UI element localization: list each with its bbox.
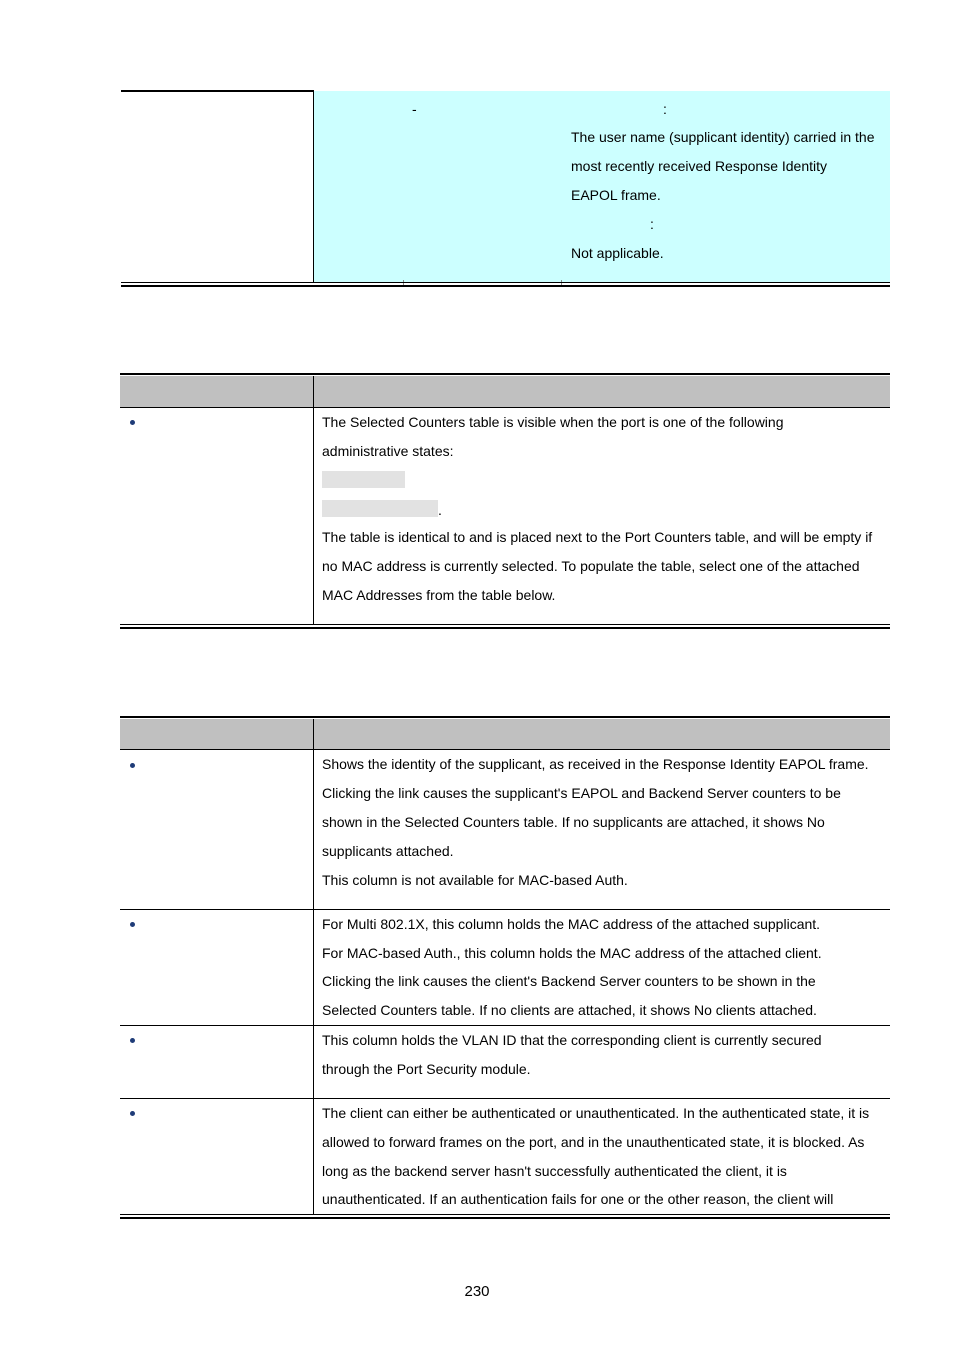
text-line: most recently received Response Identity	[571, 158, 828, 174]
colon-text: :	[650, 216, 654, 232]
text-line: long as the backend server hasn't successfully authenticated the client, it is	[322, 1163, 787, 1179]
column-divider	[313, 719, 314, 1215]
bottom-rule	[120, 1214, 890, 1215]
text-line: unauthenticated. If an authentication fails for one or the other reason, the client will	[322, 1191, 834, 1207]
column-divider	[313, 376, 314, 625]
text-line: For Multi 802.1X, this column holds the MAC address of the attached supplicant.	[322, 916, 821, 932]
bullet-icon	[130, 1111, 135, 1116]
text-line: supplicants attached.	[322, 843, 454, 859]
bottom-rule	[120, 1217, 890, 1219]
table-header-row	[120, 719, 890, 749]
redacted-placeholder	[322, 500, 438, 517]
colon-text: :	[663, 101, 667, 117]
text-line: allowed to forward frames on the port, and in the unauthenticated state, it is blocked. As	[322, 1134, 865, 1150]
text-line: Not applicable.	[571, 245, 664, 261]
text-line: EAPOL frame.	[571, 187, 661, 203]
period-text: .	[438, 502, 442, 518]
text-line: The user name (supplicant identity) carried in the	[571, 129, 875, 145]
table-header-row	[120, 376, 890, 407]
text-line: Selected Counters table. If no clients are attached, it shows No clients attached.	[322, 1002, 817, 1018]
text-line: This column holds the VLAN ID that the corresponding client is currently secured	[322, 1032, 822, 1048]
text-line: Clicking the link causes the client's Backend Server counters to be shown in the	[322, 973, 816, 989]
text-line: MAC Addresses from the table below.	[322, 587, 556, 603]
bullet-icon	[130, 922, 135, 927]
text-line: administrative states:	[322, 443, 454, 459]
text-line: through the Port Security module.	[322, 1061, 531, 1077]
text-line: For MAC-based Auth., this column holds the MAC address of the attached client.	[322, 945, 822, 961]
top-rule	[120, 716, 890, 718]
page-number: 230	[464, 1283, 490, 1300]
bullet-icon	[130, 1038, 135, 1043]
top-rule	[121, 90, 314, 92]
top-rule	[120, 373, 890, 375]
text-line: The table is identical to and is placed next to the Port Counters table, and will be empty if	[322, 529, 873, 545]
text-line: shown in the Selected Counters table. If no supplicants are attached, it shows No	[322, 814, 825, 830]
text-line: Clicking the link causes the supplicant's EAPOL and Backend Server counters to be	[322, 785, 841, 801]
bullet-icon	[130, 763, 135, 768]
bullet-icon	[130, 420, 135, 425]
text-line: This column is not available for MAC-based Auth.	[322, 872, 628, 888]
redacted-placeholder	[322, 471, 405, 488]
text-line: The client can either be authenticated or unauthenticated. In the authenticated state, it is	[322, 1105, 870, 1121]
bottom-rule	[121, 282, 890, 283]
text-line: no MAC address is currently selected. To populate the table, select one of the attached	[322, 558, 860, 574]
text-line: Shows the identity of the supplicant, as received in the Response Identity EAPOL frame.	[322, 756, 869, 772]
dash-text: -	[412, 101, 417, 117]
text-line: The Selected Counters table is visible when the port is one of the following	[322, 414, 784, 430]
bottom-rule	[120, 624, 890, 625]
bottom-rule	[120, 627, 890, 629]
column-divider	[313, 91, 314, 283]
bottom-rule	[121, 285, 890, 287]
